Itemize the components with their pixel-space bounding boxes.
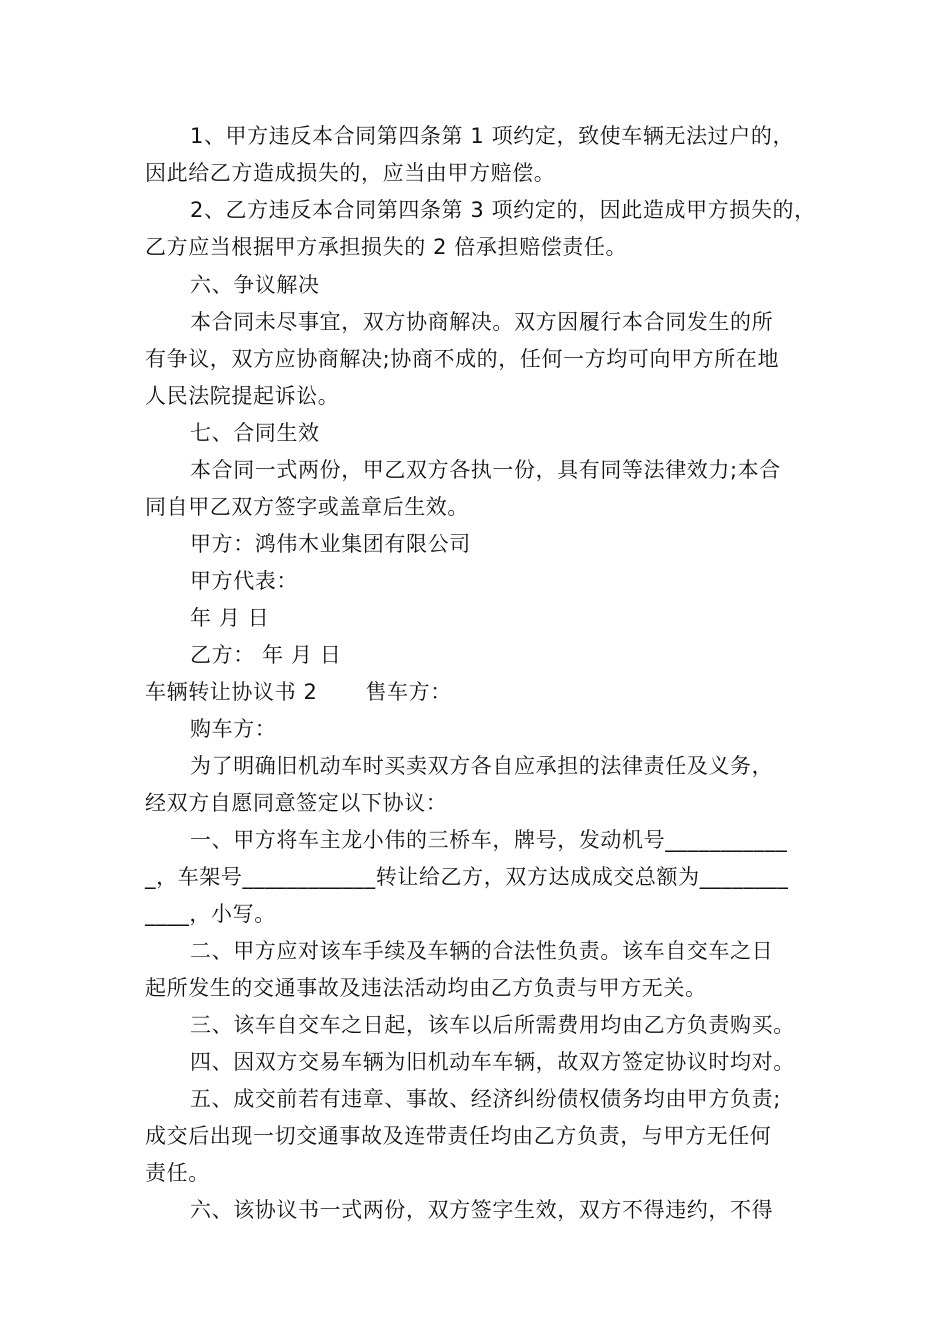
party-a-name: 甲方：鸿伟木业集团有限公司 (190, 532, 471, 556)
article-1-line-2: _，车架号____________转让给乙方，双方达成成交总额为________ (145, 865, 789, 889)
party-a-representative: 甲方代表： (190, 569, 298, 593)
dispute-paragraph-line-3: 人民法院提起诉讼。 (145, 384, 340, 408)
agreement-title-line (145, 674, 452, 710)
article-2-line-2: 起所发生的交通事故及违法活动均由乙方负责与甲方无关。 (145, 976, 707, 1000)
article-2-line-1: 二、甲方应对该车手续及车辆的合法性负责。该车自交车之日 (190, 939, 774, 963)
clause-5-2-line-2: 乙方应当根据甲方承担损失的 2 倍承担赔偿责任。 (145, 235, 628, 259)
agreement-title: 车辆转让协议书 2 (145, 680, 318, 704)
article-4: 四、因双方交易车辆为旧机动车车辆，故双方签定协议时均对。 (190, 1050, 795, 1074)
effect-paragraph-line-2: 同自甲乙双方签字或盖章后生效。 (145, 495, 469, 519)
clause-5-2-line-1: 2、乙方违反本合同第四条第 3 项约定的，因此造成甲方损失的， (190, 198, 816, 222)
buyer-label: 购车方： (190, 717, 277, 741)
section-heading-dispute: 六、争议解决 (190, 273, 320, 297)
article-5-line-2: 成交后出现一切交通事故及连带责任均由乙方负责，与甲方无任何 (145, 1124, 772, 1148)
effect-paragraph-line-1: 本合同一式两份，甲乙双方各执一份，具有同等法律效力;本合 (190, 458, 781, 482)
article-5-line-3: 责任。 (145, 1161, 210, 1185)
section-heading-effect: 七、合同生效 (190, 421, 320, 445)
party-b-date: 乙方： 年 月 日 (190, 643, 342, 667)
party-a-date: 年 月 日 (190, 606, 270, 630)
article-6-line-1: 六、该协议书一式两份，双方签字生效，双方不得违约，不得 (190, 1198, 774, 1222)
article-3: 三、该车自交车之日起，该车以后所需费用均由乙方负责购买。 (190, 1013, 795, 1037)
clause-5-1-line-2: 因此给乙方造成损失的，应当由甲方赔偿。 (145, 161, 556, 185)
preamble-line-2: 经双方自愿同意签定以下协议： (145, 791, 448, 815)
dispute-paragraph-line-1: 本合同未尽事宜，双方协商解决。双方因履行本合同发生的所 (190, 310, 774, 334)
article-5-line-1: 五、成交前若有违章、事故、经济纠纷债权债务均由甲方负责; (190, 1087, 781, 1111)
seller-label: 售车方： (365, 680, 452, 704)
preamble-line-1: 为了明确旧机动车时买卖双方各自应承担的法律责任及义务， (190, 754, 774, 778)
dispute-paragraph-line-2: 有争议，双方应协商解决;协商不成的，任何一方均可向甲方所在地 (145, 347, 780, 371)
article-1-line-1: 一、甲方将车主龙小伟的三桥车，牌号，发动机号___________ (190, 828, 788, 852)
article-1-line-3: ____，小写。 (145, 902, 276, 926)
clause-5-1-line-1: 1、甲方违反本合同第四条第 1 项约定，致使车辆无法过户的， (190, 124, 795, 148)
